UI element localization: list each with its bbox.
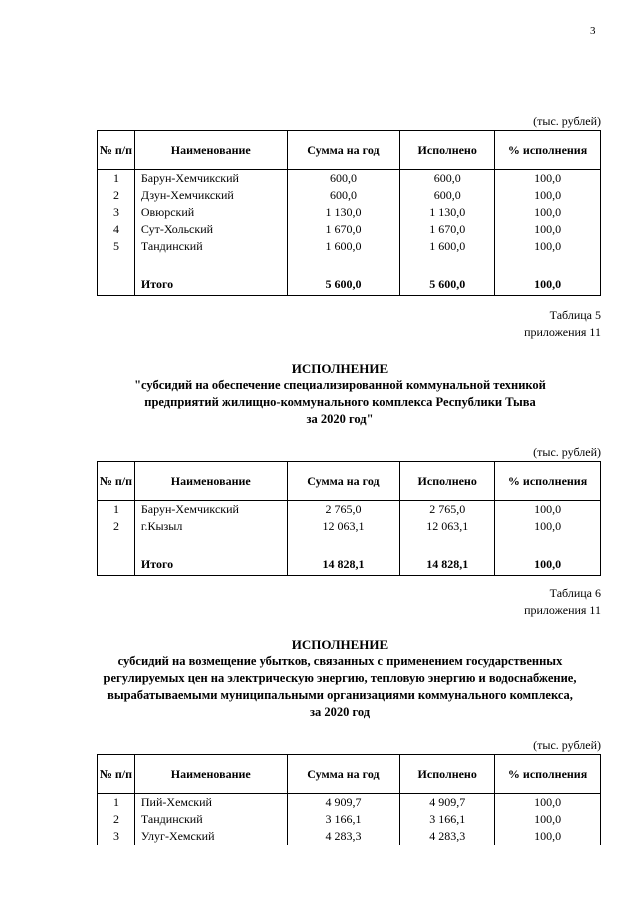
- table-row: [98, 811, 601, 828]
- table-header: [98, 131, 601, 170]
- col-number: № п/п: [98, 131, 135, 170]
- row-name: Барун-Хемчикский: [134, 170, 287, 188]
- page-number: 3: [590, 25, 596, 37]
- row-number: 2: [98, 187, 135, 204]
- row-name: Тандинский: [134, 811, 287, 828]
- col-sum: Сумма на год: [287, 755, 400, 794]
- total-done: 5 600,0: [400, 273, 495, 296]
- row-sum: 4 283,3: [287, 828, 400, 845]
- row-sum: 12 063,1: [287, 518, 400, 535]
- row-sum: 1 600,0: [287, 238, 400, 255]
- row-name: Дзун-Хемчикский: [134, 187, 287, 204]
- appendix-label: приложения 11: [524, 603, 601, 617]
- row-name: Пий-Хемский: [134, 794, 287, 812]
- units-label: (тыс. рублей): [533, 738, 601, 752]
- col-sum: Сумма на год: [287, 131, 400, 170]
- table-row: [98, 794, 601, 812]
- subtitle-line: вырабатываемыми муниципальными организациями коммунального комплекса,: [107, 688, 573, 702]
- row-sum: 1 130,0: [287, 204, 400, 221]
- row-percent: 100,0: [495, 221, 601, 238]
- row-percent: 100,0: [495, 170, 601, 188]
- row-percent: 100,0: [495, 238, 601, 255]
- table-row: [98, 170, 601, 188]
- subtitle-line: за 2020 год: [309, 705, 371, 719]
- row-name: Барун-Хемчикский: [134, 501, 287, 519]
- row-sum: 3 166,1: [287, 811, 400, 828]
- row-name: г.Кызыл: [134, 518, 287, 535]
- row-done: 1 130,0: [400, 204, 495, 221]
- subtitle-line: за 2020 год": [306, 412, 374, 426]
- row-number: 2: [98, 518, 135, 535]
- row-percent: 100,0: [495, 187, 601, 204]
- col-number: № п/п: [98, 755, 135, 794]
- total-row: [98, 553, 601, 576]
- table-row: [98, 828, 601, 845]
- col-name: Наименование: [134, 462, 287, 501]
- table-label: Таблица 5: [549, 308, 601, 322]
- table-row: [98, 187, 601, 204]
- col-percent: % исполнения: [495, 131, 601, 170]
- col-number: № п/п: [98, 462, 135, 501]
- spacer-row: [98, 535, 601, 553]
- row-percent: 100,0: [495, 501, 601, 519]
- row-number: 2: [98, 811, 135, 828]
- section-5-title: [70, 360, 610, 428]
- row-number: 1: [98, 794, 135, 812]
- col-percent: % исполнения: [495, 462, 601, 501]
- total-done: 14 828,1: [400, 553, 495, 576]
- table-row: [98, 501, 601, 519]
- row-done: 1 670,0: [400, 221, 495, 238]
- table-row: [98, 238, 601, 255]
- col-sum: Сумма на год: [287, 462, 400, 501]
- section-heading: ИСПОЛНЕНИЕ: [291, 361, 389, 376]
- col-done: Исполнено: [400, 131, 495, 170]
- row-sum: 600,0: [287, 170, 400, 188]
- units-label: (тыс. рублей): [533, 445, 601, 459]
- table-label: Таблица 6: [549, 586, 601, 600]
- appendix-label: приложения 11: [524, 325, 601, 339]
- row-sum: 2 765,0: [287, 501, 400, 519]
- row-number: 5: [98, 238, 135, 255]
- total-percent: 100,0: [495, 273, 601, 296]
- row-sum: 4 909,7: [287, 794, 400, 812]
- table-4: [97, 130, 601, 296]
- row-sum: 1 670,0: [287, 221, 400, 238]
- row-name: Овюрский: [134, 204, 287, 221]
- row-done: 3 166,1: [400, 811, 495, 828]
- row-done: 4 283,3: [400, 828, 495, 845]
- row-name: Улуг-Хемский: [134, 828, 287, 845]
- row-done: 1 600,0: [400, 238, 495, 255]
- col-name: Наименование: [134, 131, 287, 170]
- subtitle-line: "субсидий на обеспечение специализированной коммунальной техникой: [134, 378, 546, 392]
- col-done: Исполнено: [400, 462, 495, 501]
- col-done: Исполнено: [400, 755, 495, 794]
- subtitle-line: регулируемых цен на электрическую энергию, тепловую энергию и водоснабжение,: [103, 671, 577, 685]
- row-done: 12 063,1: [400, 518, 495, 535]
- row-done: 4 909,7: [400, 794, 495, 812]
- units-label: (тыс. рублей): [533, 114, 601, 128]
- row-number: 1: [98, 170, 135, 188]
- spacer-row: [98, 255, 601, 273]
- row-done: 2 765,0: [400, 501, 495, 519]
- subtitle-line: субсидий на возмещение убытков, связанных с применением государственных: [117, 654, 563, 668]
- row-sum: 600,0: [287, 187, 400, 204]
- row-number: 3: [98, 828, 135, 845]
- row-done: 600,0: [400, 170, 495, 188]
- total-label: Итого: [134, 553, 287, 576]
- table-5: [97, 461, 601, 576]
- row-percent: 100,0: [495, 794, 601, 812]
- row-number: 1: [98, 501, 135, 519]
- row-done: 600,0: [400, 187, 495, 204]
- section-heading: ИСПОЛНЕНИЕ: [291, 637, 389, 652]
- table-row: [98, 518, 601, 535]
- row-number: 4: [98, 221, 135, 238]
- row-percent: 100,0: [495, 204, 601, 221]
- subtitle-line: предприятий жилищно-коммунального комплекса Республики Тыва: [144, 395, 536, 409]
- table-6: [97, 754, 601, 845]
- table-row: [98, 204, 601, 221]
- row-percent: 100,0: [495, 811, 601, 828]
- total-sum: 14 828,1: [287, 553, 400, 576]
- table-row: [98, 221, 601, 238]
- total-label: Итого: [134, 273, 287, 296]
- table-header: [98, 755, 601, 794]
- row-percent: 100,0: [495, 828, 601, 845]
- row-name: Сут-Хольский: [134, 221, 287, 238]
- total-sum: 5 600,0: [287, 273, 400, 296]
- col-percent: % исполнения: [495, 755, 601, 794]
- section-6-title: [70, 636, 610, 721]
- row-percent: 100,0: [495, 518, 601, 535]
- total-percent: 100,0: [495, 553, 601, 576]
- total-row: [98, 273, 601, 296]
- col-name: Наименование: [134, 755, 287, 794]
- table-header: [98, 462, 601, 501]
- table-6-caption: [524, 585, 601, 619]
- table-5-caption: [524, 307, 601, 341]
- row-number: 3: [98, 204, 135, 221]
- row-name: Тандинский: [134, 238, 287, 255]
